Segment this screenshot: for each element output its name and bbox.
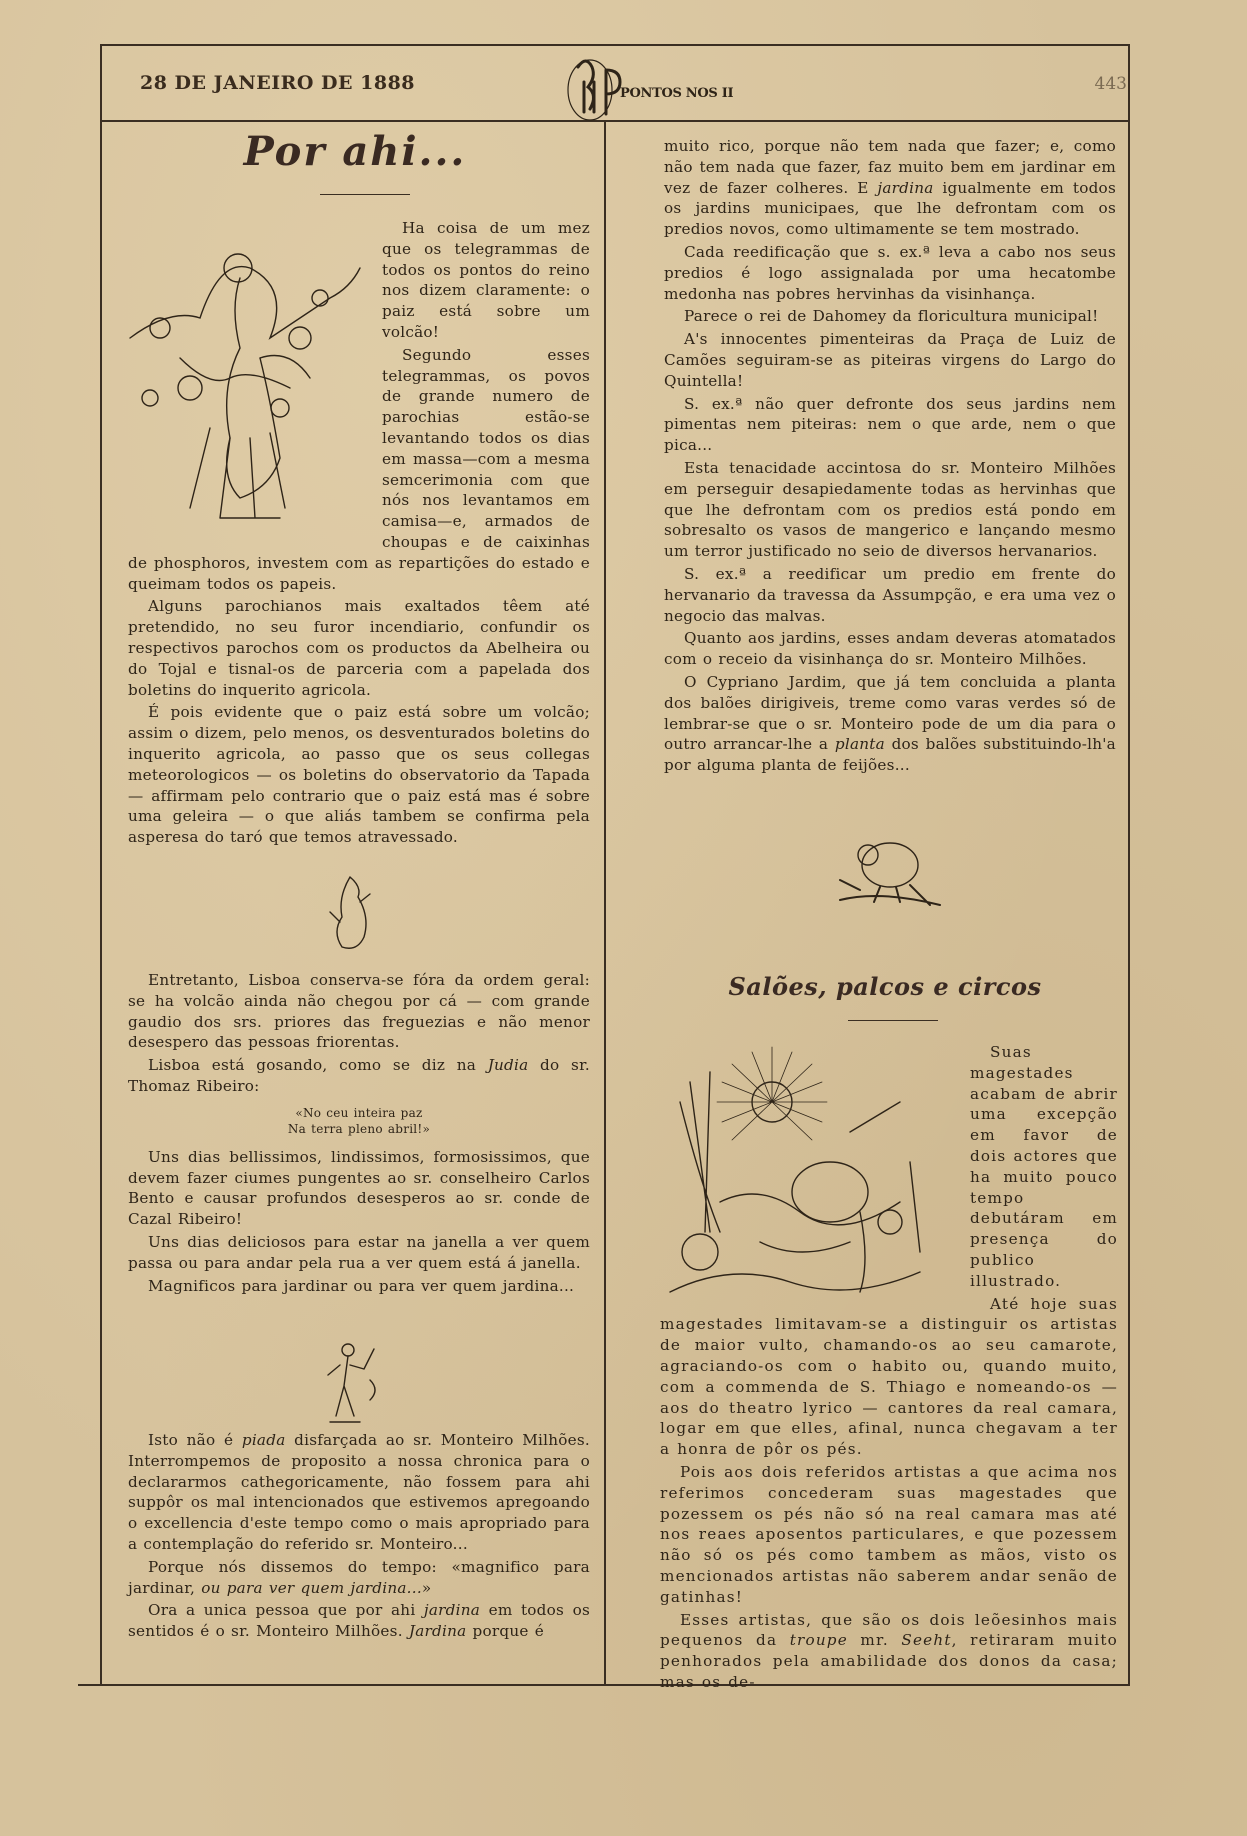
paragraph xyxy=(128,1055,590,1097)
flower-woman-illustration-icon xyxy=(120,218,370,536)
text-run: Lisboa está gosando, como se diz na xyxy=(148,1056,488,1075)
paragraph xyxy=(660,1294,1118,1460)
column-divider xyxy=(604,120,606,1686)
text-run: » xyxy=(421,1578,432,1597)
text-run: , retiraram muito penhorados pela amabilidade dos donos da casa; mas os de- xyxy=(660,1631,1118,1691)
verse-line: «No ceu inteira paz xyxy=(295,1105,423,1120)
text-run: S. ex.ª a reedificar um predio em frente do hervanario da travessa da Assumpção, e era uma vez o negocio das malvas. xyxy=(664,564,1116,625)
masthead-logo-text: PONTOS NOS II xyxy=(620,86,734,101)
verse-quote xyxy=(128,1105,590,1137)
text-run: Magnificos para jardinar ou para ver quem jardina... xyxy=(148,1276,575,1295)
page-number: 443 xyxy=(1094,74,1127,94)
italic-text: Jardina xyxy=(408,1622,467,1641)
paragraph xyxy=(664,306,1116,327)
text-run: muito rico, porque não tem nada que fazer; e, como não tem nada que fazer, faz muito bem em jardinar em vez de fazer colheres. E xyxy=(664,137,1116,197)
paragraph xyxy=(660,1462,1118,1608)
text-run: Porque nós dissemos do tempo: «magnifico para jardinar, xyxy=(128,1557,590,1597)
text-run: Pois aos dois referidos artistas a que acima nos referimos concederam suas magestades que pozessem os pés não só na real camara mas até nos reaes aposentos particulares, e que pozessem não só os pés como tambem as mãos, visto os mencionados artistas não saberem andar senão de gatinhas! xyxy=(660,1462,1118,1606)
text-run: Uns dias bellissimos, lindissimos, formosissimos, que devem fazer ciumes pungentes ao sr. conselheiro Carlos Bento e causar profundos desesperos ao sr. conde de Cazal Ribeiro! xyxy=(128,1147,590,1229)
article-title-saloes: Salões, palcos e circos xyxy=(728,972,1042,1001)
article-por-ahi-part2 xyxy=(128,970,590,1298)
italic-text: jardina xyxy=(877,178,934,197)
text-run: Isto não é xyxy=(148,1431,242,1449)
small-figure-illustration-icon xyxy=(320,872,380,954)
paragraph xyxy=(664,394,1116,456)
paragraph xyxy=(664,458,1116,562)
text-run: mr. xyxy=(847,1631,902,1650)
text-run: do sr. Thomaz Ribeiro: xyxy=(128,1056,590,1095)
text-run: Quanto aos jardins, esses andam deveras atomatados com o receio da visinhança do sr. Monteiro Milhões. xyxy=(664,629,1116,669)
article-por-ahi-part3 xyxy=(128,1430,590,1644)
italic-text: jardina xyxy=(423,1601,481,1620)
paragraph xyxy=(128,1276,590,1297)
paragraph xyxy=(664,242,1116,304)
sunburst-trophy-illustration-icon xyxy=(660,1042,960,1310)
title-rule xyxy=(848,1020,938,1021)
text-run: Esses artistas, que são os dois leõesinhos mais pequenos da xyxy=(660,1610,1118,1650)
italic-text: planta xyxy=(834,735,885,754)
text-run: em todos os sentidos é o sr. Monteiro Milhões. xyxy=(128,1601,591,1641)
text-run: É pois evidente que o paiz está sobre um volcão; assim o dizem, pelo menos, os desventurados boletins do inquerito agricola, ao passo que os seus collegas meteorologicos — os boletins do observatorio da Tapada — affirmam pelo contrario que o paiz está mas é sobre uma geleira — o que aliás tambem se confirma pela asperesa do taró que temos atravessado. xyxy=(128,703,590,847)
italic-text: troupe xyxy=(789,1631,848,1650)
text-run: Cada reedificação que s. ex.ª leva a cabo nos seus predios é logo assignalada por uma hecatombe medonha nas pobres hervinhas da visinhança. xyxy=(664,242,1116,303)
text-run: Segundo esses telegrammas, os povos de grande numero de parochias estão-se levantando todos os dias em massa—com a mesma semcerimonia com que nós nos levantamos em camisa—e, armados de choupas e de caixinhas de phosphoros, investem com as repartições do estado e queimam todos os papeis. xyxy=(128,345,590,593)
text-run: Esta tenacidade accintosa do sr. Monteiro Milhões em perseguir desapiedamente todas as hervinhas que que lhe defrontam com os predios está pondo em sobresalto os vasos de mangerico e lançando mesmo um terror justificado no seio de diversos hervanarios. xyxy=(664,458,1116,561)
article-por-ahi-continued xyxy=(664,136,1116,778)
italic-text: ou para ver quem jardina... xyxy=(201,1578,422,1597)
text-run: Ora a unica pessoa que por ahi xyxy=(148,1601,424,1620)
article-por-ahi-part1 xyxy=(128,218,590,850)
bird-on-branch-illustration-icon xyxy=(820,830,950,920)
text-run: igualmente em todos os jardins municipaes, que lhe defrontam com os predios novos, como ultimamente se tem mostrado. xyxy=(664,178,1116,239)
paragraph xyxy=(660,1610,1118,1693)
italic-text: Seeht xyxy=(901,1631,952,1650)
paragraph xyxy=(128,596,590,700)
text-run: S. ex.ª não quer defronte dos seus jardins nem pimentas nem piteiras: nem o que arde, nem o que pica... xyxy=(664,394,1116,455)
left-border xyxy=(100,44,102,1686)
verse-line: Na terra pleno abril!» xyxy=(287,1121,431,1136)
text-run: disfarçada ao sr. Monteiro Milhões. Interrompemos de proposito a nossa chronica para o declararmos cathegoricamente, não fossem para ahi suppôr os mal intencionados que estivemos apregoando o excellencia d'este tempo como o mais apropriado para a contemplação do referido sr. Monteiro... xyxy=(128,1431,590,1553)
paragraph xyxy=(128,1147,590,1230)
text-run: Alguns parochianos mais exaltados têem até pretendido, no seu furor incendiario, confundir os respectivos parochos com os productos da Abelheira ou do Tojal e tisnal-os de parceria com a papelada dos boletins do inquerito agricola. xyxy=(128,597,590,699)
paragraph xyxy=(128,1232,590,1274)
text-run: Até hoje suas magestades limitavam-se a distinguir os artistas de maior vulto, chamando-os ao seu camarote, agraciando-os com o habito ou, quando muito, com a commenda de S. Thiago e nomeando-os — aos do theatro lyrico — cantores da real camara, logar em que elles, afinal, nunca chegavam a ter a honra de pôr os pés. xyxy=(660,1294,1118,1459)
text-run: O Cypriano Jardim, que já tem concluida a planta dos balões dirigiveis, treme como varas verdes só de lembrar-se que o sr. Monteiro pode de um dia para o outro arrancar-lhe a xyxy=(664,672,1116,754)
text-run: Uns dias deliciosos para estar na janella a ver quem passa ou para andar pela rua a ver quem está á janella. xyxy=(128,1232,590,1272)
paragraph xyxy=(128,970,590,1053)
paragraph xyxy=(128,702,590,848)
article-saloes-palcos-circos xyxy=(660,1042,1118,1695)
text-run: dos balões substituindo-lh'a por alguma planta de feijões... xyxy=(664,735,1116,775)
italic-text: piada xyxy=(241,1431,286,1449)
text-run: Suas magestades acabam de abrir uma excepção em favor de dois actores que ha muito pouco tempo debutáram em presença do publico illustrado. xyxy=(970,1043,1118,1290)
text-run: porque é xyxy=(466,1622,544,1641)
paragraph xyxy=(128,1430,590,1555)
paragraph xyxy=(128,1600,590,1642)
italic-text: Judia xyxy=(487,1056,529,1075)
right-border xyxy=(1128,44,1130,1686)
text-run: Ha coisa de um mez que os telegrammas de todos os pontos do reino nos dizem claramente: o paiz está sobre um volcão! xyxy=(382,219,590,341)
paragraph xyxy=(664,136,1116,240)
paragraph xyxy=(664,672,1116,776)
paragraph xyxy=(128,1557,590,1599)
issue-date: 28 DE JANEIRO DE 1888 xyxy=(140,72,416,94)
text-run: A's innocentes pimenteiras da Praça de Luiz de Camões seguiram-se as piteiras virgens do Largo do Quintella! xyxy=(664,330,1116,390)
text-run: Entretanto, Lisboa conserva-se fóra da ordem geral: se ha volcão ainda não chegou por cá — com grande gaudio dos srs. priores das freguezias e não menor desespero das pessoas friorentas. xyxy=(128,971,590,1052)
title-rule xyxy=(320,194,410,195)
gardener-figure-illustration-icon xyxy=(320,1340,390,1430)
paragraph xyxy=(664,564,1116,626)
paragraph xyxy=(664,628,1116,670)
text-run: Parece o rei de Dahomey da floricultura municipal! xyxy=(684,307,1099,326)
paragraph xyxy=(664,329,1116,391)
top-border xyxy=(100,44,1130,46)
article-title-por-ahi: Por ahi... xyxy=(243,128,467,175)
